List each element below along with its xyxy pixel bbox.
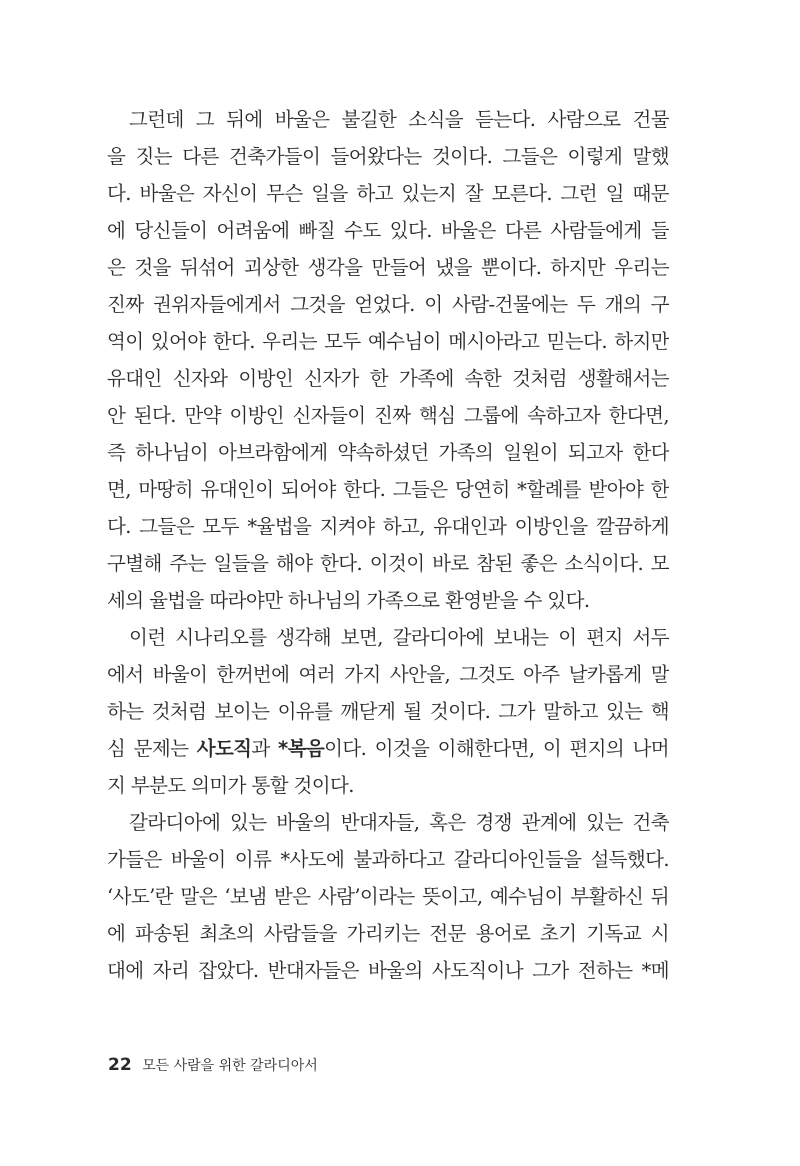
text-line: 지 부분도 의미가 통할 것이다. <box>107 774 354 797</box>
text-line: 다. 그들은 모두 *율법을 지켜야 하고, 유대인과 이방인을 깔끔하게 <box>107 515 669 538</box>
text-line: 유대인 신자와 이방인 신자가 한 가족에 속한 것처럼 생활해서는 <box>107 367 669 390</box>
text-line: 에 파송된 최초의 사람들을 가리키는 전문 용어로 초기 기독교 시 <box>107 922 669 945</box>
text-line: 다. 바울은 자신이 무슨 일을 하고 있는지 잘 모른다. 그런 일 때문 <box>107 182 669 205</box>
page-footer <box>108 1055 318 1075</box>
text-line: 에서 바울이 한꺼번에 여러 가지 사안을, 그것도 아주 날카롭게 말 <box>107 663 669 686</box>
text-line: 면, 마땅히 유대인이 되어야 한다. 그들은 당연히 *할례를 받아야 한 <box>107 478 669 501</box>
page-number: 22 <box>108 1055 132 1075</box>
text-line: 역이 있어야 한다. 우리는 모두 예수님이 메시아라고 믿는다. 하지만 <box>107 330 669 353</box>
text-line: 을 짓는 다른 건축가들이 들어왔다는 것이다. 그들은 이렇게 말했 <box>107 145 669 168</box>
text-line: 구별해 주는 일들을 해야 한다. 이것이 바로 참된 좋은 소식이다. 모 <box>107 552 669 575</box>
text-line: 즉 하나님이 아브라함에게 약속하셨던 가족의 일원이 되고자 한다 <box>107 441 669 464</box>
term-apostleship: 사도직 <box>196 737 252 760</box>
text-line: 세의 율법을 따라야만 하나님의 가족으로 환영받을 수 있다. <box>107 589 590 612</box>
text-line: 에 당신들이 어려움에 빠질 수도 있다. 바울은 다른 사람들에게 들 <box>107 219 669 242</box>
text-line: 이런 시나리오를 생각해 보면, 갈라디아에 보내는 이 편지 서두 <box>129 626 669 649</box>
text-line: 갈라디아에 있는 바울의 반대자들, 혹은 경쟁 관계에 있는 건축 <box>129 811 669 834</box>
text-line: 은 것을 뒤섞어 괴상한 생각을 만들어 냈을 뿐이다. 하지만 우리는 <box>107 256 669 279</box>
text-line-emphasis <box>107 730 669 767</box>
paragraph-3 <box>107 804 669 989</box>
text-line: 그런데 그 뒤에 바울은 불길한 소식을 듣는다. 사람으로 건물 <box>129 108 669 131</box>
text-run: 과 <box>251 737 279 760</box>
text-line: 진짜 권위자들에게서 그것을 얻었다. 이 사람-건물에는 두 개의 구 <box>107 293 669 316</box>
text-line: ‘사도’란 말은 ‘보냄 받은 사람’이라는 뜻이고, 예수님이 부활하신 뒤 <box>107 885 669 908</box>
text-line: 대에 자리 잡았다. 반대자들은 바울의 사도직이나 그가 전하는 *메 <box>107 959 669 982</box>
text-run: 이다. 이것을 이해한다면, 이 편지의 나머 <box>324 737 669 760</box>
running-title: 모든 사람을 위한 갈라디아서 <box>142 1058 318 1074</box>
paragraph-2 <box>107 619 669 804</box>
text-line: 안 된다. 만약 이방인 신자들이 진짜 핵심 그룹에 속하고자 한다면, <box>107 404 669 427</box>
term-gospel: *복음 <box>278 737 325 760</box>
page-body <box>107 101 669 989</box>
text-run: 심 문제는 <box>107 737 197 760</box>
paragraph-1 <box>107 101 669 619</box>
text-line: 하는 것처럼 보이는 이유를 깨닫게 될 것이다. 그가 말하고 있는 핵 <box>107 700 669 723</box>
text-line: 가들은 바울이 이류 *사도에 불과하다고 갈라디아인들을 설득했다. <box>107 848 669 871</box>
